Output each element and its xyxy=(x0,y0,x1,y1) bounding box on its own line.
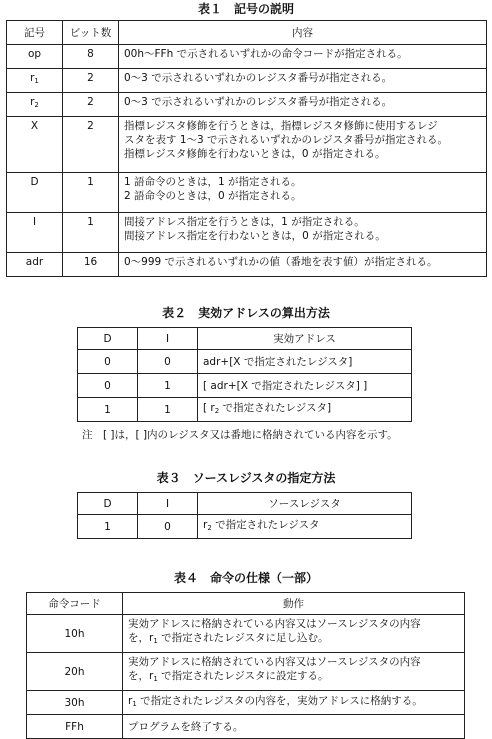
header-source-register: ソースレジスタ xyxy=(198,493,412,515)
header-bits: ビット数 xyxy=(63,21,119,45)
instruction-spec-table xyxy=(26,592,465,739)
table2-note: 注 [ ]は，[ ]内のレジスタ又は番地に格納されている内容を示す。 xyxy=(82,429,398,441)
table-row: X 2 指標レジスタ修飾を行うときは，指標レジスタ修飾に使用するレジ スタを表す 1～3 で示されるいずれかのレジスタ番号が指定される。 指標レジスタ修飾を行わないときは，0 が指定される。 xyxy=(7,117,487,173)
table1-caption: 表１ 記号の説明 xyxy=(197,2,294,16)
table4-caption: 表４ 命令の仕様（一部） xyxy=(173,571,318,585)
header-opcode: 命令コード xyxy=(27,593,123,615)
header-d: D xyxy=(78,328,138,350)
table2-caption: 表２ 実効アドレスの算出方法 xyxy=(162,306,330,320)
header-d: D xyxy=(78,493,138,515)
header-operation: 動作 xyxy=(123,593,465,615)
table-row: 30h $r_1$ で指定されたレジスタの内容を，実効アドレスに格納する。 xyxy=(27,691,465,715)
table-row: I 1 間接アドレス指定を行うときは，1 が指定される。 間接アドレス指定を行わないときは，0 が指定される。 xyxy=(7,213,487,253)
symbol-table xyxy=(6,20,487,277)
table-row: $r_2$ 2 0～3 で示されるいずれかのレジスタ番号が指定される。 xyxy=(7,93,487,117)
effective-address-table xyxy=(77,327,412,422)
header-i: I xyxy=(138,493,198,515)
table-row: D 1 1 語命令のときは，1 が指定される。 2 語命令のときは，0 が指定される。 xyxy=(7,173,487,213)
table-row: 1 0 $r_2$ で指定されたレジスタ xyxy=(78,515,412,539)
table3-caption: 表３ ソースレジスタの指定方法 xyxy=(156,471,336,485)
table-row: op 8 00h～FFh で示されるいずれかの命令コードが指定される。 xyxy=(7,45,487,69)
header-effective-address: 実効アドレス xyxy=(198,328,412,350)
table-row: 10h 実効アドレスに格納されている内容又はソースレジスタの内容 を，$r_1$ で指定されたレジスタに足し込む。 xyxy=(27,615,465,653)
header-symbol: 記号 xyxy=(7,21,63,45)
header-i: I xyxy=(138,328,198,350)
table-row: FFh プログラムを終了する。 xyxy=(27,715,465,739)
table-row: 0 0 adr+[X で指定されたレジスタ] xyxy=(78,350,412,374)
table-row: $r_1$ 2 0～3 で示されるいずれかのレジスタ番号が指定される。 xyxy=(7,69,487,93)
source-register-table xyxy=(77,492,412,539)
table-row: 20h 実効アドレスに格納されている内容又はソースレジスタの内容 を，$r_1$ で指定されたレジスタに設定する。 xyxy=(27,653,465,691)
table-row: adr 16 0～999 で示されるいずれかの値（番地を表す値）が指定される。 xyxy=(7,253,487,277)
table-row: 1 1 [ $r_2$ で指定されたレジスタ] xyxy=(78,398,412,422)
header-content: 内容 xyxy=(119,21,487,45)
table-row: 0 1 [ adr+[X で指定されたレジスタ] ] xyxy=(78,374,412,398)
